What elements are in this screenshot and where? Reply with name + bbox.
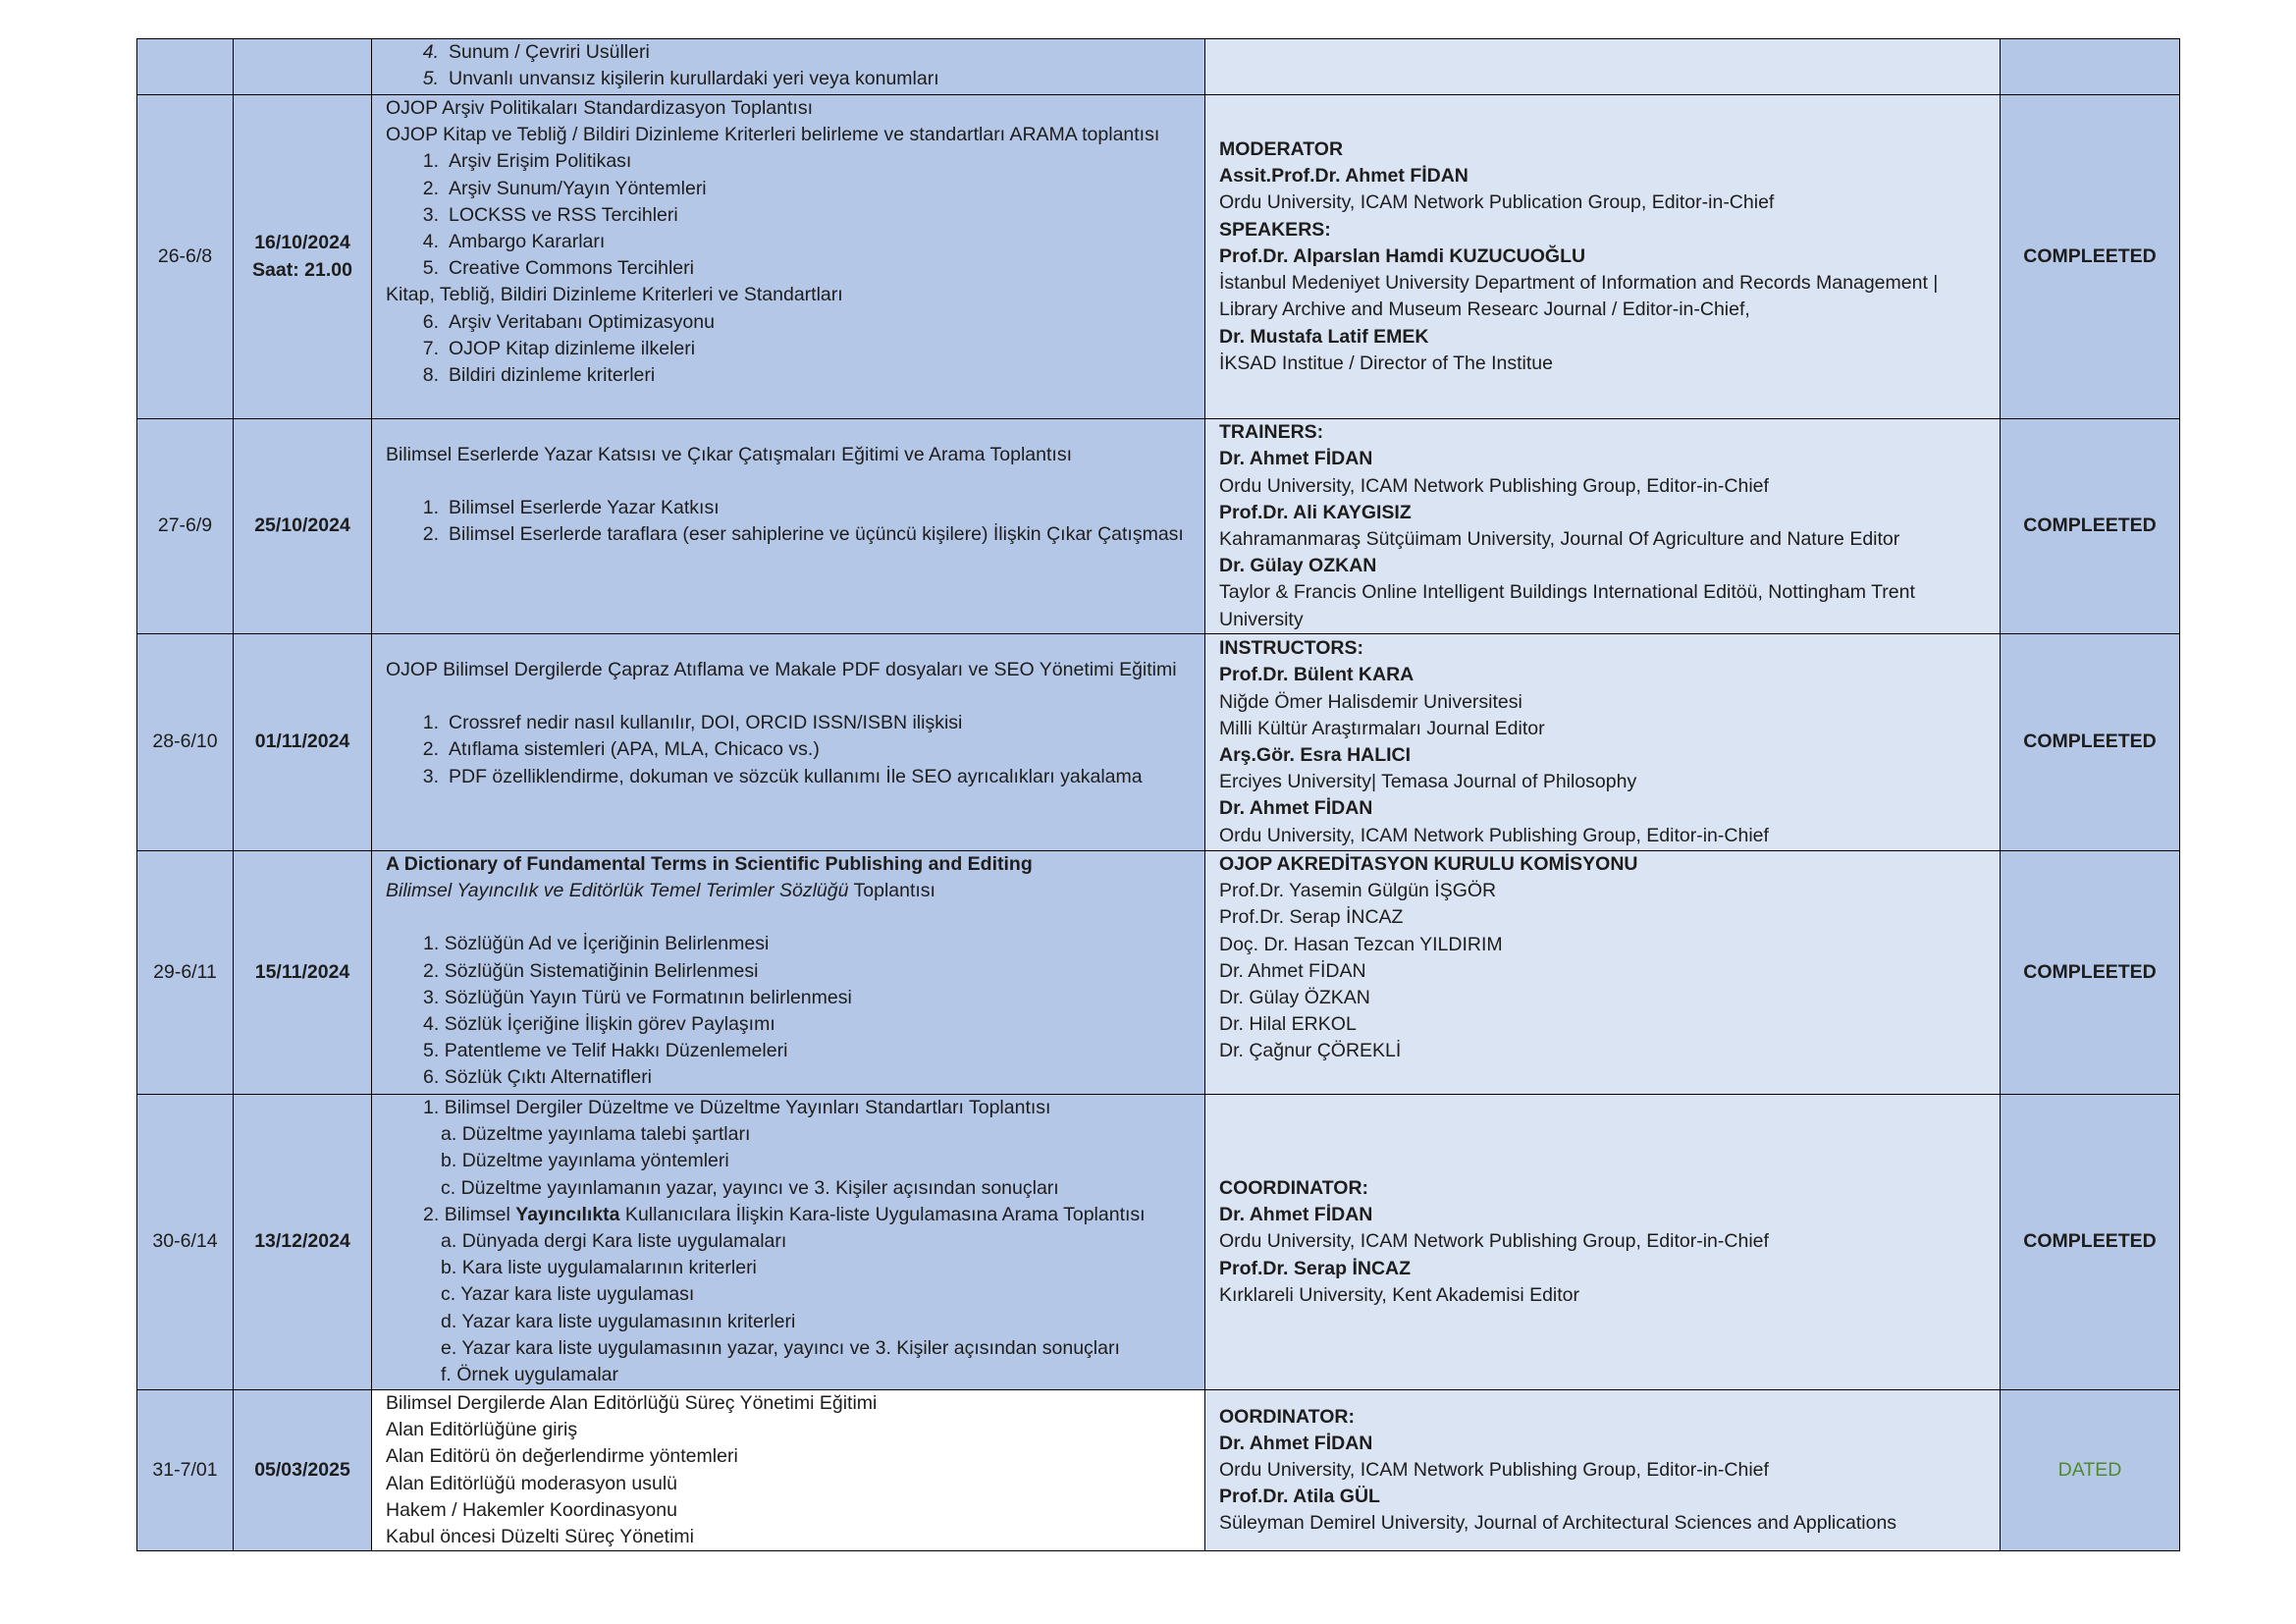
list-item: 2. Sözlüğün Sistematiğinin Belirlenmesi — [423, 959, 759, 982]
topic-title: OJOP Kitap ve Tebliğ / Bildiri Dizinleme Kriterleri belirleme ve standartları ARAMA toplantısı — [386, 124, 1160, 146]
date-cell — [234, 95, 372, 419]
list-item: 4. Sözlük İçeriğine İlişkin görev Paylaşımı — [423, 1013, 775, 1036]
list-item: 1. Bilimsel Eserlerde Yazar Katkısı — [422, 497, 720, 519]
status-cell: COMPLEETED — [2001, 634, 2180, 851]
topic-title: OJOP Arşiv Politikaları Standardizasyon Toplantısı — [386, 97, 813, 119]
topic-cell — [372, 1390, 1205, 1551]
session-number-cell: 26-6/8 — [137, 95, 234, 419]
list-item: c. Yazar kara liste uygulaması — [441, 1283, 695, 1306]
list-item: 6. Arşiv Veritabanı Optimizasyonu — [422, 310, 715, 333]
participants-cell: OJOP AKREDİTASYON KURULU KOMİSYONU Prof.Dr. Yasemin Gülgün İŞGÖR Prof.Dr. Serap İNCAZ Doç. Dr. Hasan Tezcan YILDIRIM Dr. Ahmet FİDAN Dr. Gülay ÖZKAN Dr. Hilal ERKOL Dr. Çağnur ÇÖREKLİ — [1205, 851, 2001, 1095]
status-cell: COMPLEETED — [2001, 1095, 2180, 1390]
session-number-cell: 28-6/10 — [137, 634, 234, 851]
list-item: Hakem / Hakemler Koordinasyonu — [386, 1498, 677, 1521]
topic-cell — [372, 419, 1205, 634]
list-item: Kabul öncesi Düzelti Süreç Yönetimi — [386, 1526, 694, 1548]
topic-title: Bilimsel Dergilerde Alan Editörlüğü Süreç Yönetimi Eğitimi — [386, 1392, 878, 1414]
date-cell: 25/10/2024 — [234, 419, 372, 634]
date-cell: 13/12/2024 — [234, 1095, 372, 1390]
list-item: 4. Ambargo Kararları — [422, 231, 606, 253]
table-row — [137, 419, 2180, 634]
table-row — [137, 1095, 2180, 1390]
list-item: 2. Atıflama sistemleri (APA, MLA, Chicaco vs.) — [422, 738, 820, 761]
list-item: 1. Sözlüğün Ad ve İçeriğinin Belirlenmesi — [423, 933, 770, 955]
list-item: 2. Bilimsel Eserlerde taraflara (eser sahiplerine ve üçüncü kişilere) İlişkin Çıkar Çatışması — [422, 523, 1184, 546]
topic-title: Bilimsel Eserlerde Yazar Katsısı ve Çıkar Çatışmaları Eğitimi ve Arama Toplantısı — [386, 444, 1073, 465]
list-item: 3. PDF özelliklendirme, dokuman ve sözcük kullanımı İle SEO ayrıcalıkları yakalama — [422, 765, 1143, 787]
topic-cell — [372, 1095, 1205, 1390]
status-cell: COMPLEETED — [2001, 851, 2180, 1095]
list-item: 1. Crossref nedir nasıl kullanılır, DOI, ORCID ISSN/ISBN ilişkisi — [422, 712, 963, 734]
participants-cell: COORDINATOR: Dr. Ahmet FİDAN Ordu University, ICAM Network Publishing Group, Editor-in-Chief Prof.Dr. Serap İNCAZ Kırklareli University, Kent Akademisi Editor — [1205, 1095, 2001, 1390]
list-item: Alan Editörlüğü moderasyon usulü — [386, 1472, 678, 1494]
participants-cell — [1205, 39, 2001, 95]
list-item: 3. LOCKSS ve RSS Tercihleri — [422, 203, 678, 226]
list-item: 7. OJOP Kitap dizinleme ilkeleri — [422, 337, 696, 359]
list-item: 2. Bilimsel Yayıncılıkta Kullanıcılara İlişkin Kara-liste Uygulamasına Arama Toplantısı — [423, 1203, 1146, 1225]
topic-subtitle: Bilimsel Yayıncılık ve Editörlük Temel Terimler Sözlüğü Toplantısı — [386, 880, 935, 902]
topic-title: A Dictionary of Fundamental Terms in Scientific Publishing and Editing — [386, 853, 1033, 875]
participants-cell: INSTRUCTORS: Prof.Dr. Bülent KARA Niğde Ömer Halisdemir Universitesi Milli Kültür Araştırmaları Journal Editor Arş.Gör. Esra HALICI Erciyes University| Temasa Journal of Philosophy Dr. Ahmet FİDAN Ordu University, ICAM Network Publishing Group, Editor-in-Chief — [1205, 634, 2001, 851]
participants-cell: TRAINERS: Dr. Ahmet FİDAN Ordu University, ICAM Network Publishing Group, Editor-in-Chief Prof.Dr. Ali KAYGISIZ Kahramanmaraş Sütçüimam University, Journal Of Agriculture and Nature Editor Dr. Gülay OZKAN Taylor & Francis Online Intelligent Buildings International Editöü, Nottingham Trent University — [1205, 419, 2001, 634]
list-item: a. Düzeltme yayınlama talebi şartları — [441, 1123, 751, 1146]
session-date: 16/10/2024 — [254, 232, 350, 254]
table-row — [137, 95, 2180, 419]
list-item: 8. Bildiri dizinleme kriterleri — [422, 364, 656, 387]
table-row — [137, 1390, 2180, 1551]
status-cell — [2001, 1390, 2180, 1551]
participants-cell: OORDINATOR: Dr. Ahmet FİDAN Ordu University, ICAM Network Publishing Group, Editor-in-Chief Prof.Dr. Atila GÜL Süleyman Demirel University, Journal of Architectural Sciences and Applications — [1205, 1390, 2001, 1551]
table-row — [137, 851, 2180, 1095]
session-number-cell: 29-6/11 — [137, 851, 234, 1095]
list-item: 5. Creative Commons Tercihleri — [422, 257, 694, 280]
date-cell: 05/03/2025 — [234, 1390, 372, 1551]
topic-cell — [372, 851, 1205, 1095]
list-item: 1. Arşiv Erişim Politikası — [422, 150, 632, 173]
list-item: b. Düzeltme yayınlama yöntemleri — [441, 1150, 729, 1172]
list-item: a. Dünyada dergi Kara liste uygulamaları — [441, 1230, 787, 1253]
list-item: 1. Bilimsel Dergiler Düzeltme ve Düzeltme Yayınları Standartları Toplantısı — [423, 1097, 1051, 1118]
table-row — [137, 634, 2180, 851]
topic-cell — [372, 95, 1205, 419]
list-item: b. Kara liste uygulamalarının kriterleri — [441, 1257, 757, 1279]
list-item: 6. Sözlük Çıktı Alternatifleri — [423, 1066, 653, 1089]
status-cell: COMPLEETED — [2001, 95, 2180, 419]
date-cell: 15/11/2024 — [234, 851, 372, 1095]
topic-title: OJOP Bilimsel Dergilerde Çapraz Atıflama ve Makale PDF dosyaları ve SEO Yönetimi Eğitimi — [386, 659, 1177, 680]
status-cell: COMPLEETED — [2001, 419, 2180, 634]
participants-cell: MODERATOR Assit.Prof.Dr. Ahmet FİDAN Ordu University, ICAM Network Publication Group, Editor-in-Chief SPEAKERS: Prof.Dr. Alparslan Hamdi KUZUCUOĞLU İstanbul Medeniyet University Department of Information and Records Management | Library Archive and Museum Researc Journal / Editor-in-Chief, Dr. Mustafa Latif EMEK İKSAD Institue / Director of The Institue — [1205, 95, 2001, 419]
list-item: e. Yazar kara liste uygulamasının yazar, yayıncı ve 3. Kişiler açısından sonuçları — [441, 1336, 1120, 1359]
session-number-cell: 30-6/14 — [137, 1095, 234, 1390]
session-number-cell: 27-6/9 — [137, 419, 234, 634]
list-item: f. Örnek uygulamalar — [441, 1364, 619, 1386]
topic-cell: 4. Sunum / Çevriri Usülleri 5. Unvanlı unvansız kişilerin kurullardaki yeri veya konumları — [372, 39, 1205, 95]
list-item: Alan Editörü ön değerlendirme yöntemleri — [386, 1445, 738, 1468]
schedule-table — [136, 38, 2180, 1551]
list-item: Alan Editörlüğüne giriş — [386, 1419, 578, 1441]
session-number-cell — [137, 39, 234, 95]
list-item: 5. Patentleme ve Telif Hakkı Düzenlemeleri — [423, 1040, 788, 1062]
table-row — [137, 39, 2180, 95]
list-item: d. Yazar kara liste uygulamasının kriterleri — [441, 1310, 796, 1332]
list-item: 2. Arşiv Sunum/Yayın Yöntemleri — [422, 177, 707, 199]
status-badge: DATED — [2057, 1459, 2122, 1481]
date-cell: 01/11/2024 — [234, 634, 372, 851]
list-item: 3. Sözlüğün Yayın Türü ve Formatının belirlenmesi — [423, 986, 852, 1008]
date-cell — [234, 39, 372, 95]
session-number-cell: 31-7/01 — [137, 1390, 234, 1551]
status-cell — [2001, 39, 2180, 95]
session-time: Saat: 21.00 — [252, 258, 352, 281]
topic-subtitle: Kitap, Tebliğ, Bildiri Dizinleme Kriterleri ve Standartları — [386, 284, 843, 306]
list-item: c. Düzeltme yayınlamanın yazar, yayıncı ve 3. Kişiler açısından sonuçları — [441, 1176, 1059, 1199]
topic-cell — [372, 634, 1205, 851]
